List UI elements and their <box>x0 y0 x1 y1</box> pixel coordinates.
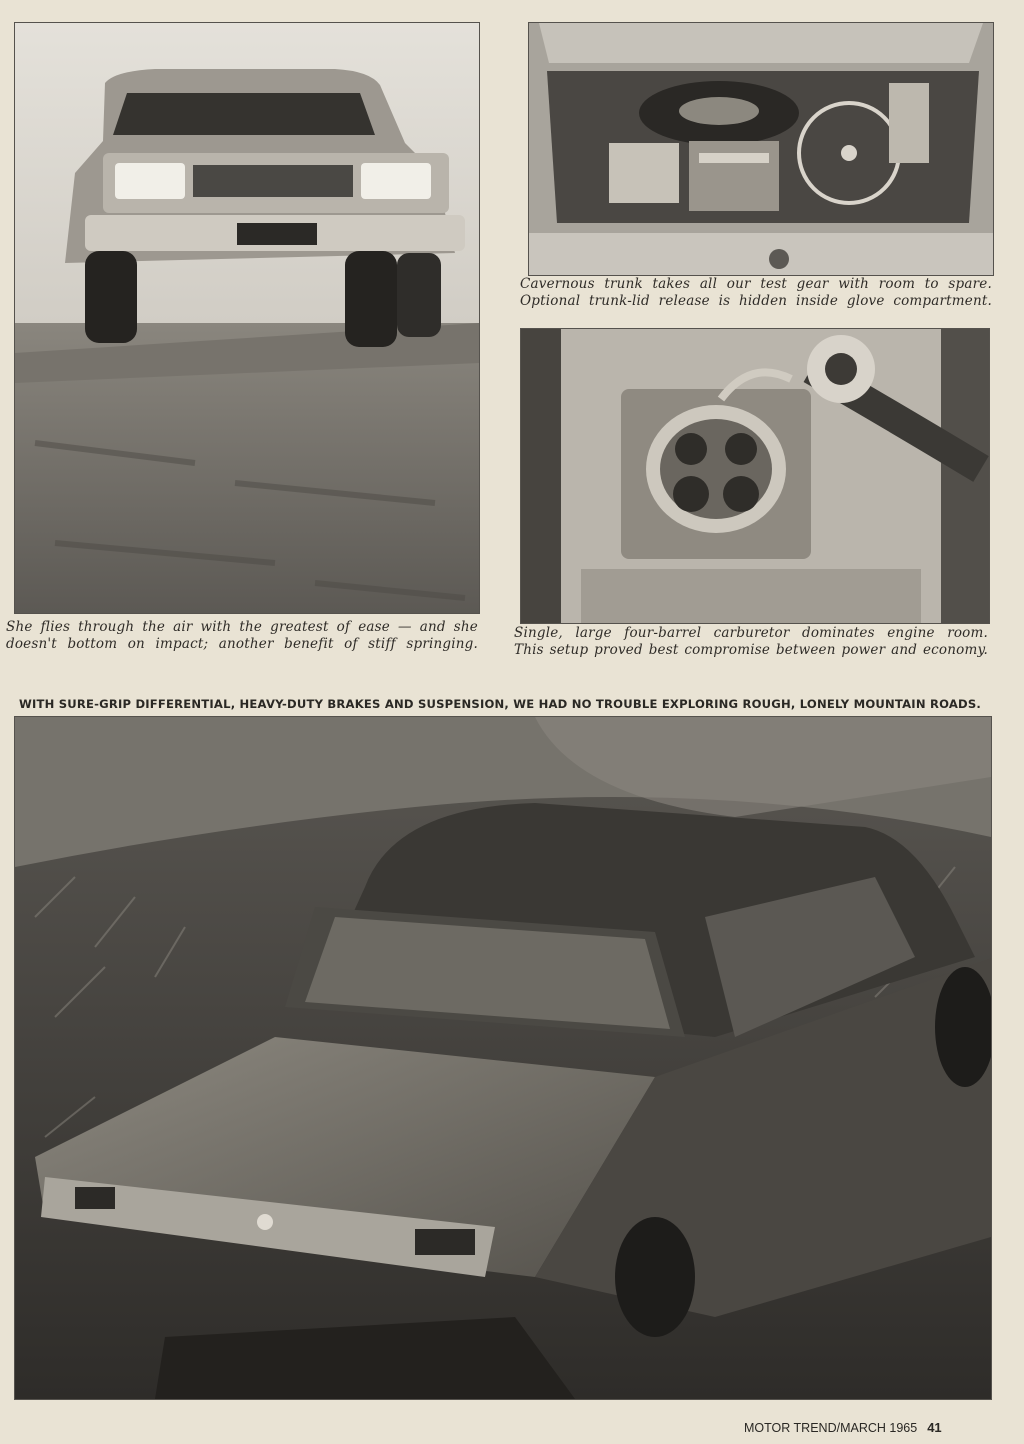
caption-flying-car-line1: She flies through the air with the greatest of ease — and she <box>6 619 478 635</box>
page-number: 41 <box>927 1420 942 1435</box>
photo-mountain-car <box>14 716 992 1400</box>
caption-trunk <box>520 276 992 310</box>
car-hillside-icon <box>15 717 991 1399</box>
carburetor-icon <box>521 329 989 623</box>
publication-label: MOTOR TREND/MARCH 1965 <box>744 1421 918 1435</box>
headline-caption: WITH SURE-GRIP DIFFERENTIAL, HEAVY-DUTY BRAKES AND SUSPENSION, WE HAD NO TROUBLE EXPLORING ROUGH, LONELY MOUNTAIN ROADS. <box>19 697 981 711</box>
caption-trunk-line1: Cavernous trunk takes all our test gear with room to spare. <box>520 276 992 292</box>
open-trunk-icon <box>529 23 993 275</box>
caption-flying-car-line2: doesn't bottom on impact; another benefit of stiff springing. <box>6 636 478 652</box>
car-front-jump-icon <box>15 23 479 613</box>
caption-flying-car <box>6 619 478 653</box>
caption-engine <box>514 625 988 659</box>
caption-engine-line2: This setup proved best compromise between power and economy. <box>514 642 988 658</box>
photo-engine <box>520 328 990 624</box>
caption-engine-line1: Single, large four-barrel carburetor dominates engine room. <box>514 625 988 641</box>
caption-trunk-line2: Optional trunk-lid release is hidden inside glove compartment. <box>520 293 992 309</box>
photo-flying-car <box>14 22 480 614</box>
page-footer <box>744 1420 942 1435</box>
photo-trunk <box>528 22 994 276</box>
